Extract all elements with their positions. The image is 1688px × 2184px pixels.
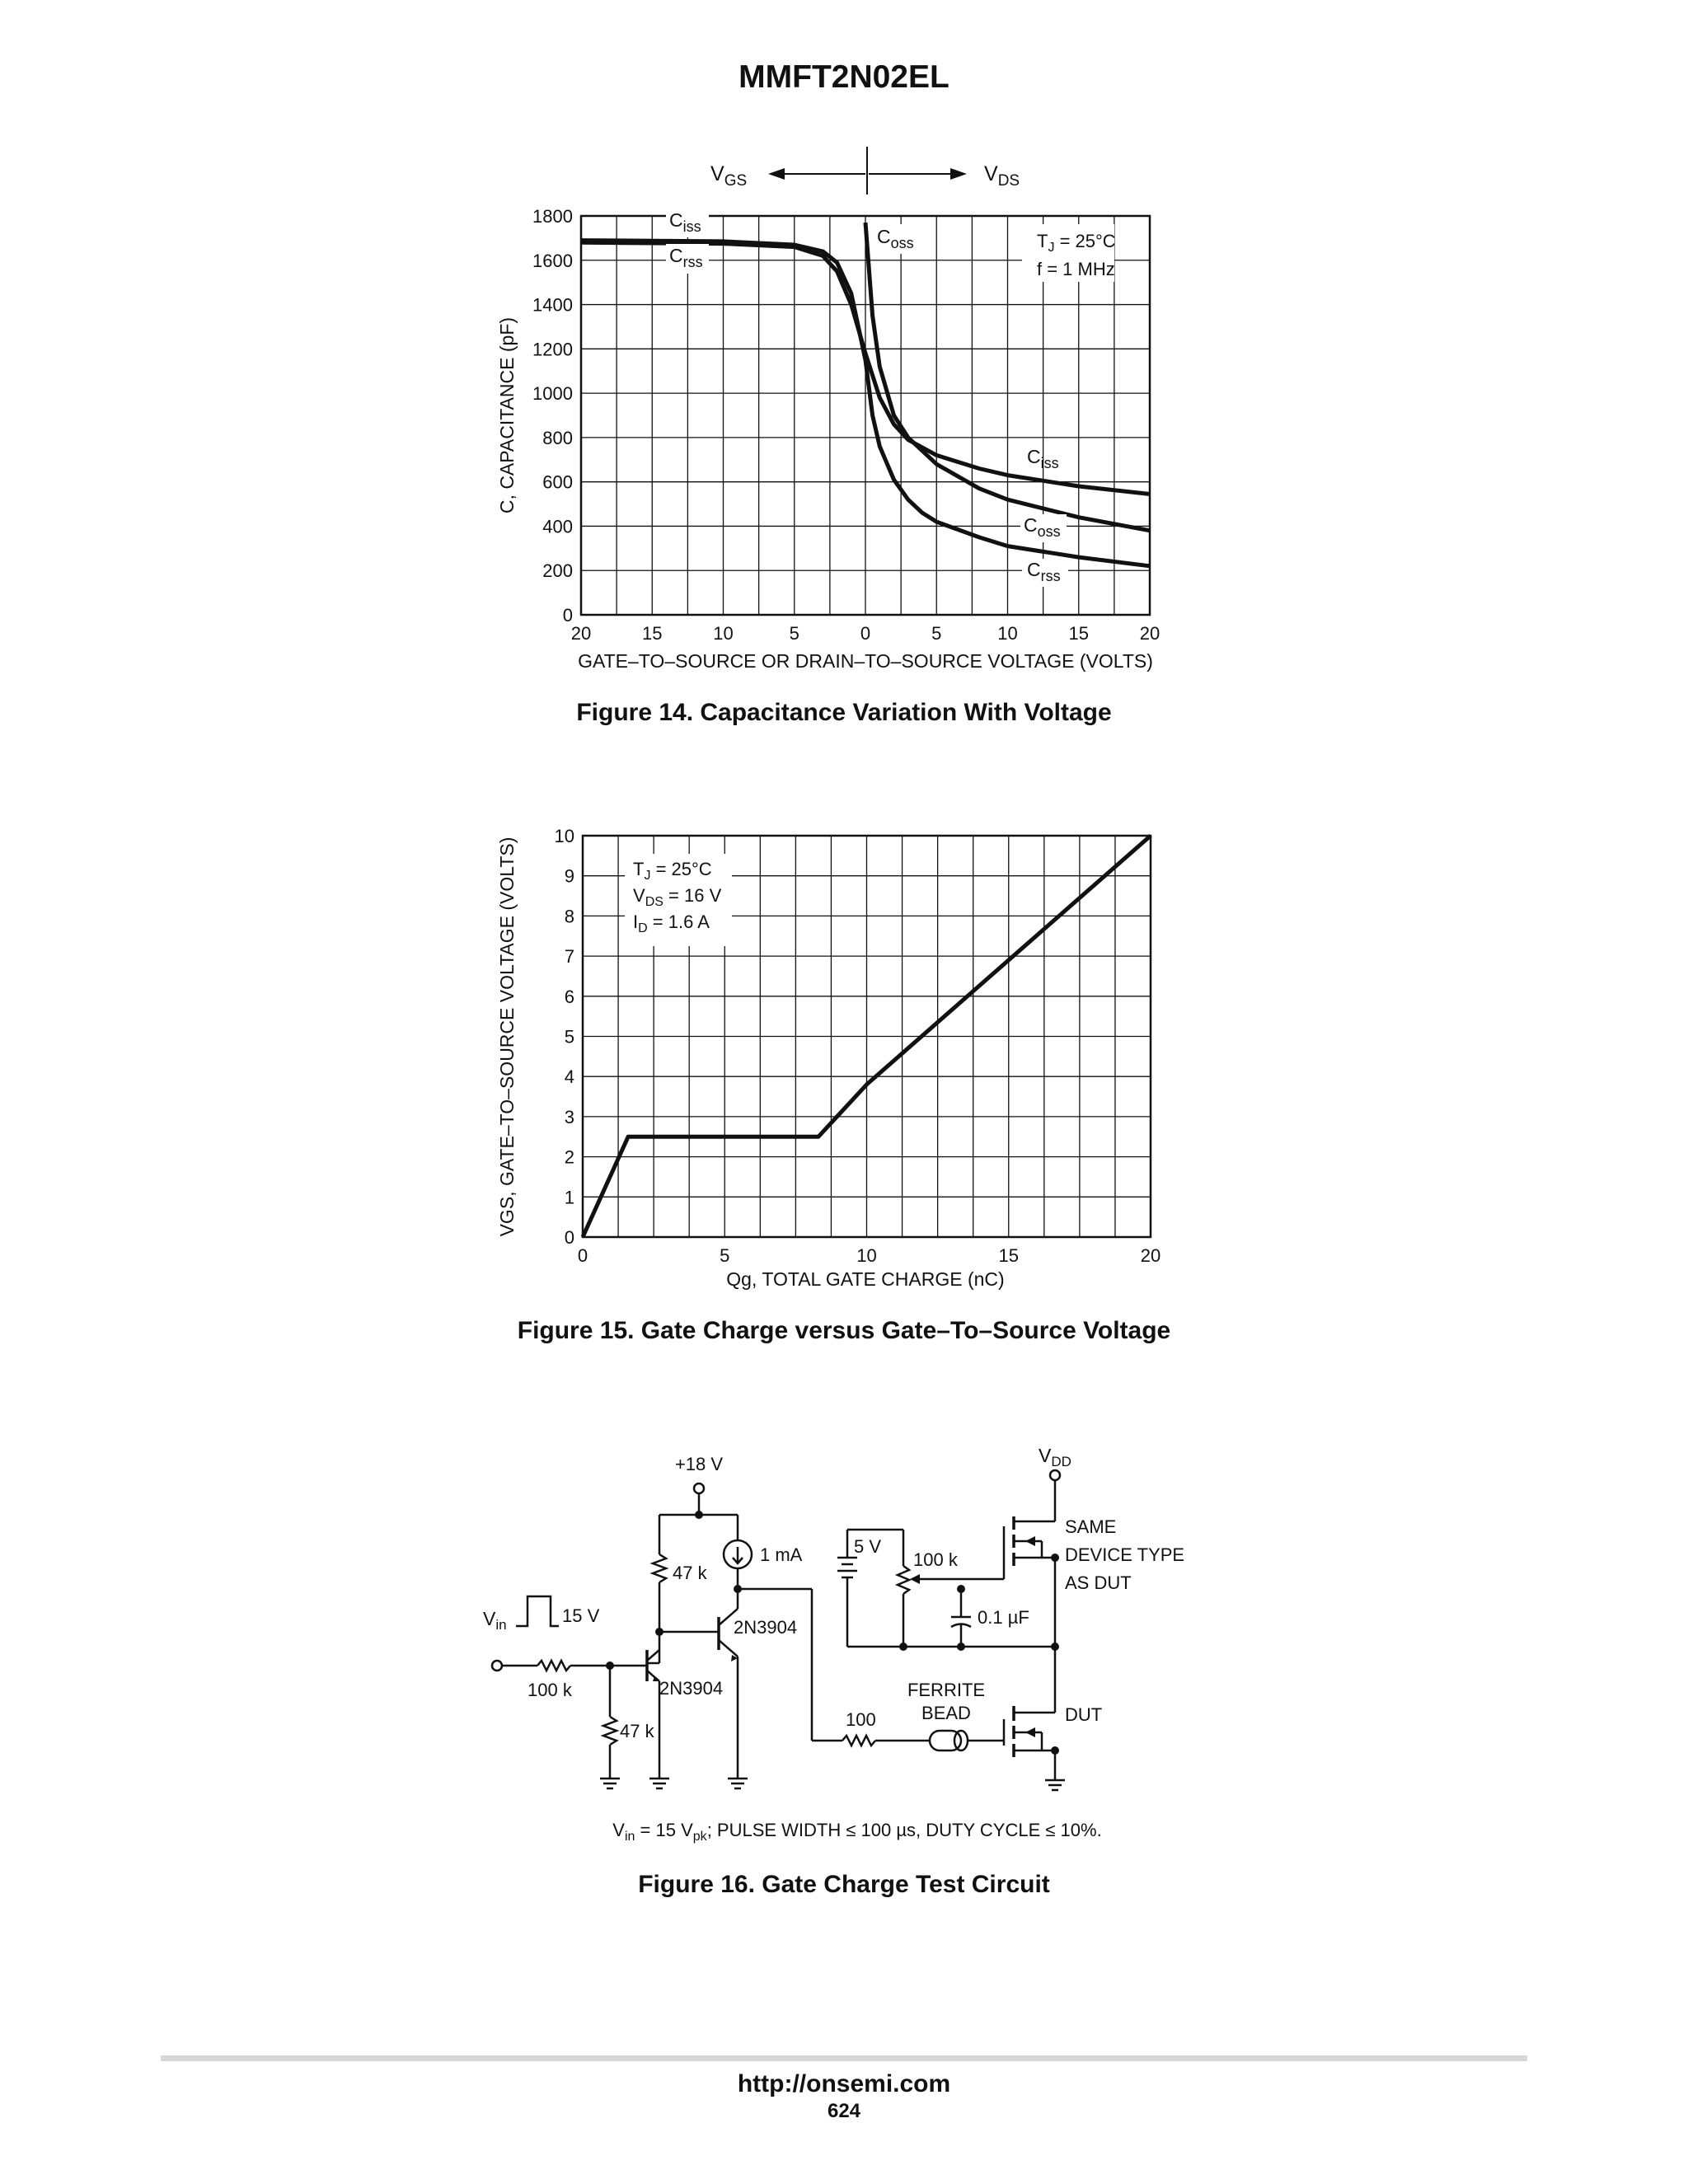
supply-label: +18 V	[674, 1454, 724, 1474]
x-tick-label: 5	[789, 623, 799, 644]
capacitance-chart	[0, 0, 1688, 742]
condition-id: $I_D = 1.6$ A	[633, 912, 710, 935]
q-upper-label: 2N3904	[734, 1617, 798, 1638]
y-tick-labels	[555, 826, 574, 1248]
x-tick-label: 20	[570, 623, 592, 644]
same-device-line2: DEVICE TYPE	[1065, 1544, 1185, 1565]
x-tick-label: 10	[713, 623, 734, 644]
y-tick-label: 6	[564, 986, 574, 1007]
footer-url[interactable]: http://onsemi.com	[737, 2070, 951, 2097]
pulse-amplitude-label: 15 V	[562, 1605, 600, 1626]
resistor-100k-in-label: 100 k	[528, 1680, 572, 1700]
crss-label-left: $C_{rss}$	[669, 245, 703, 270]
y-tick-label: 1200	[532, 339, 573, 360]
vdd-terminal	[1050, 1470, 1060, 1480]
x-axis-label: Qg, TOTAL GATE CHARGE (nC)	[726, 1268, 1005, 1290]
y-tick-label: 1	[564, 1187, 574, 1208]
x-tick-label: 20	[1140, 1245, 1161, 1266]
same-device-line1: SAME	[1065, 1516, 1117, 1537]
y-tick-labels	[532, 206, 573, 626]
y-tick-label: 200	[542, 560, 573, 582]
y-tick-label: 1400	[532, 294, 573, 316]
dut-label: DUT	[1065, 1704, 1103, 1725]
page-number: 624	[827, 2100, 861, 2122]
condition-temp: $T_J = 25^\circ C$	[633, 859, 712, 883]
y-tick-label: 4	[564, 1066, 574, 1088]
pulse-symbol	[516, 1596, 559, 1626]
footer-divider	[161, 2055, 1527, 2061]
page-title: MMFT2N02EL	[738, 59, 950, 95]
x-tick-label: 15	[642, 623, 663, 644]
vin-terminal	[492, 1661, 502, 1671]
y-tick-label: 1600	[532, 250, 573, 271]
resistor-47k-top	[653, 1554, 666, 1582]
x-tick-label: 15	[998, 1245, 1019, 1266]
ciss-label-left: $C_{iss}$	[669, 209, 701, 235]
supply-terminal	[694, 1483, 704, 1493]
y-tick-label: 1000	[532, 383, 573, 405]
q-lower-label: 2N3904	[659, 1678, 724, 1699]
y-tick-label: 3	[564, 1106, 574, 1127]
y-tick-label: 600	[542, 471, 573, 493]
x-axis-label: GATE–TO–SOURCE OR DRAIN–TO–SOURCE VOLTAGE (VOLTS)	[578, 650, 1153, 672]
same-device-line3: AS DUT	[1065, 1572, 1132, 1593]
condition-vds: $V_{DS} = 16$ V	[633, 885, 722, 909]
x-tick-label: 5	[931, 623, 942, 644]
y-tick-label: 800	[542, 427, 573, 448]
gate-charge-chart	[0, 791, 1688, 1368]
resistor-47k-top-label: 47 k	[673, 1563, 707, 1583]
current-source-label: 1 mA	[760, 1544, 803, 1565]
x-tick-label: 0	[860, 623, 871, 644]
y-tick-label: 9	[564, 865, 574, 887]
y-tick-label: 7	[564, 946, 574, 968]
x-tick-label: 5	[720, 1245, 730, 1266]
y-tick-label: 0	[562, 605, 573, 626]
y-tick-label: 0	[564, 1227, 574, 1248]
resistor-47k-bot-label: 47 k	[620, 1721, 654, 1741]
y-tick-label: 400	[542, 516, 573, 537]
ground-symbols	[600, 1779, 1065, 1790]
condition-freq: f = 1 MHz	[1037, 259, 1115, 279]
figure-16-caption: Figure 16. Gate Charge Test Circuit	[638, 1871, 1050, 1898]
vds-arrowhead	[950, 168, 967, 180]
potentiometer-100k	[898, 1566, 909, 1594]
resistor-100	[842, 1736, 875, 1746]
figure-14-caption: Figure 14. Capacitance Variation With Voltage	[576, 699, 1112, 726]
y-tick-label: 8	[564, 906, 574, 927]
coss-label-top: $C_{oss}$	[877, 226, 914, 251]
battery-label: 5 V	[854, 1536, 882, 1557]
condition-temp: $T_J = 25^\circ C$	[1037, 231, 1116, 255]
y-tick-label: 10	[554, 826, 574, 846]
vin-label: $V_{in}$	[483, 1608, 507, 1633]
potentiometer-label: 100 k	[913, 1549, 958, 1570]
resistor-47k-bot	[603, 1717, 617, 1745]
resistor-100k-in	[537, 1661, 570, 1671]
figure-15-caption: Figure 15. Gate Charge versus Gate–To–Source Voltage	[517, 1317, 1171, 1344]
resistor-100-label: 100	[846, 1709, 876, 1730]
x-tick-labels	[571, 623, 1160, 644]
x-tick-labels	[578, 1245, 1160, 1266]
ferrite-label-1: FERRITE	[907, 1680, 986, 1700]
circuit-note: $V_{in} = 15$ $V_{pk}$; PULSE WIDTH ≤ 100 µs, DUTY CYCLE ≤ 10%.	[612, 1820, 1102, 1844]
x-tick-label: 0	[577, 1245, 588, 1266]
y-tick-label: 2	[564, 1146, 574, 1168]
y-tick-label: 1800	[532, 206, 573, 227]
crss-label-right: $C_{rss}$	[1027, 559, 1061, 584]
capacitor-label: 0.1 µF	[978, 1607, 1029, 1628]
vdd-label: $V_{DD}$	[1039, 1445, 1071, 1469]
gate-charge-test-circuit	[0, 1434, 1688, 1896]
ciss-label-right: $C_{iss}$	[1027, 446, 1059, 471]
ferrite-label-2: BEAD	[921, 1703, 971, 1723]
vgs-arrowhead	[768, 168, 785, 180]
y-axis-label: C, CAPACITANCE (pF)	[496, 316, 518, 514]
x-tick-label: 15	[1068, 623, 1089, 644]
vgs-header: $V_{GS}$	[710, 162, 748, 190]
coss-label-right: $C_{oss}$	[1024, 514, 1061, 540]
vds-header: $V_{DS}$	[984, 162, 1020, 190]
x-tick-label: 10	[856, 1245, 877, 1266]
x-tick-label: 10	[997, 623, 1018, 644]
y-axis-label: VGS, GATE–TO–SOURCE VOLTAGE (VOLTS)	[496, 837, 518, 1237]
x-tick-label: 20	[1139, 623, 1160, 644]
y-tick-label: 5	[564, 1026, 574, 1047]
